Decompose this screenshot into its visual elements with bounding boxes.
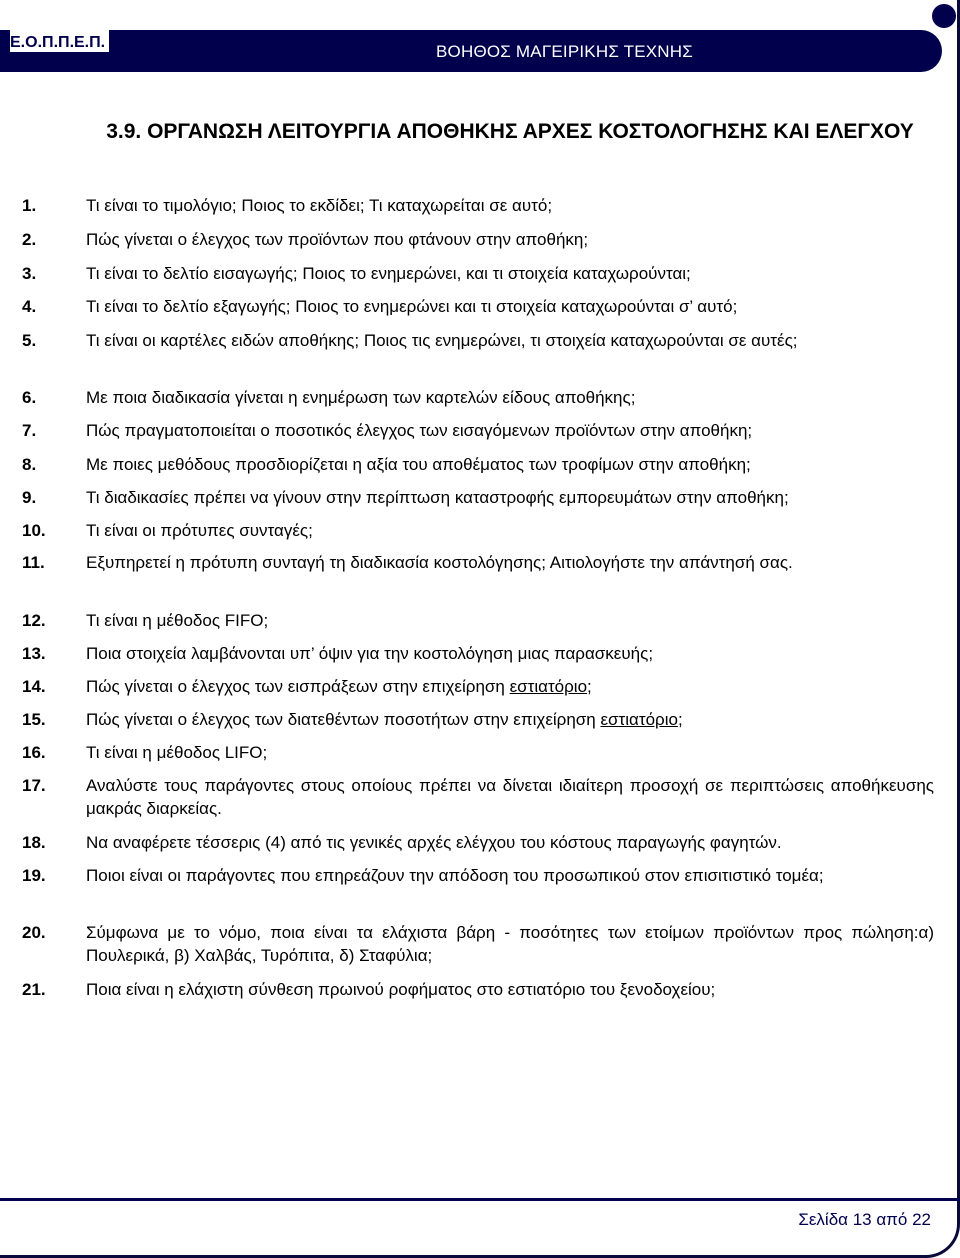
item-text: Τι είναι η μέθοδος LIFO; bbox=[86, 743, 268, 762]
item-text: Με ποια διαδικασία γίνεται η ενημέρωση των καρτελών είδους αποθήκης; bbox=[86, 388, 636, 407]
item-text: Σύμφωνα με το νόμο, ποια είναι τα ελάχιστα βάρη - ποσότητες των ετοίμων προϊόντων προς πώληση:α) Πουλερικά, β) Χαλβάς, Τυρόπιτα, δ) Σταφύλια; bbox=[86, 923, 934, 965]
item-number: 3. bbox=[22, 264, 37, 283]
item-text: Τι είναι οι πρότυπες συνταγές; bbox=[86, 521, 313, 540]
item-text: Τι είναι το δελτίο εισαγωγής; Ποιος το ενημερώνει, και τι στοιχεία καταχωρούνται; bbox=[86, 264, 691, 283]
item-number: 1. bbox=[22, 196, 37, 215]
item-text: Τι είναι το τιμολόγιο; Ποιος το εκδίδει; Τι καταχωρείται σε αυτό; bbox=[86, 196, 553, 215]
page-number: Σελίδα 13 από 22 bbox=[798, 1210, 931, 1229]
item-number: 18. bbox=[22, 833, 46, 852]
item-number: 19. bbox=[22, 866, 46, 885]
item-text: Τι είναι το δελτίο εξαγωγής; Ποιος το ενημερώνει και τι στοιχεία καταχωρούνται σ’ αυτό; bbox=[86, 297, 738, 316]
item-text: Με ποιες μεθόδους προσδιορίζεται η αξία του αποθέματος των τροφίμων στην αποθήκη; bbox=[86, 455, 751, 474]
item-text: Να αναφέρετε τέσσερις (4) από τις γενικές αρχές ελέγχου του κόστους παραγωγής φαγητών. bbox=[86, 833, 782, 852]
item-text: Ποια είναι η ελάχιστη σύνθεση πρωινού ροφήματος στο εστιατόριο του ξενοδοχείου; bbox=[86, 980, 716, 999]
item-text: Εξυπηρετεί η πρότυπη συνταγή τη διαδικασία κοστολόγησης; Αιτιολογήστε την απάντησή σας. bbox=[86, 553, 793, 572]
item-number: 8. bbox=[22, 455, 37, 474]
section-title: 3.9. ΟΡΓΑΝΩΣΗ ΛΕΙΤΟΥΡΓΙΑ ΑΠΟΘΗΚΗΣ ΑΡΧΕΣ ΚΟΣΤΟΛΟΓΗΣΗΣ ΚΑΙ ΕΛΕΓΧΟΥ bbox=[106, 120, 914, 143]
item-number: 16. bbox=[22, 743, 46, 762]
item-number: 12. bbox=[22, 611, 46, 630]
item-number: 15. bbox=[22, 710, 46, 729]
item-number: 9. bbox=[22, 488, 37, 507]
document-title: ΒΟΗΘΟΣ ΜΑΓΕΙΡΙΚΗΣ ΤΕΧΝΗΣ bbox=[436, 42, 693, 61]
item-number: 13. bbox=[22, 644, 46, 663]
item-number: 2. bbox=[22, 230, 37, 249]
item-text bbox=[86, 675, 934, 698]
item-text: Τι είναι οι καρτέλες ειδών αποθήκης; Ποιος τις ενημερώνει, τι στοιχεία καταχωρούνται σε αυτές; bbox=[86, 331, 798, 350]
underlined-term: εστιατόριο bbox=[600, 710, 678, 729]
underlined-term: εστιατόριο bbox=[509, 677, 588, 696]
item-text: Τι είναι η μέθοδος FIFO; bbox=[86, 611, 269, 630]
header-decoration bbox=[932, 4, 956, 28]
item-text: Τι διαδικασίες πρέπει να γίνουν στην περίπτωση καταστροφής εμπορευμάτων στην αποθήκη; bbox=[86, 488, 789, 507]
item-number: 5. bbox=[22, 331, 37, 350]
organization-name: Ε.Ο.Π.Π.Ε.Π. bbox=[10, 30, 109, 52]
footer-rule bbox=[0, 1198, 960, 1201]
item-number: 7. bbox=[22, 421, 37, 440]
item-text-start: Πώς γίνεται ο έλεγχος των διατεθέντων ποσοτήτων στην επιχείρηση bbox=[86, 710, 601, 729]
item-text: Ποια στοιχεία λαμβάνονται υπ’ όψιν για την κοστολόγηση μιας παρασκευής; bbox=[86, 644, 654, 663]
item-number: 11. bbox=[22, 553, 45, 572]
item-text-start: Πώς γίνεται ο έλεγχος των εισπράξεων στην επιχείρηση bbox=[86, 677, 510, 696]
item-number: 17. bbox=[22, 776, 46, 795]
item-text-end: ; bbox=[677, 710, 683, 729]
item-text bbox=[86, 708, 934, 731]
item-number: 6. bbox=[22, 388, 37, 407]
item-number: 10. bbox=[22, 521, 46, 540]
item-number: 21. bbox=[22, 980, 46, 999]
item-text: Ποιοι είναι οι παράγοντες που επηρεάζουν την απόδοση του προσωπικού στον επισιτιστικό τομέα; bbox=[86, 866, 824, 885]
item-text: Πώς πραγματοποιείται ο ποσοτικός έλεγχος των εισαγόμενων προϊόντων στην αποθήκη; bbox=[86, 421, 753, 440]
item-text: Πώς γίνεται ο έλεγχος των προϊόντων που φτάνουν στην αποθήκη; bbox=[86, 230, 589, 249]
item-number: 4. bbox=[22, 297, 37, 316]
item-text-end: ; bbox=[587, 677, 592, 696]
item-text: Αναλύστε τους παράγοντες στους οποίους πρέπει να δίνεται ιδιαίτερη προσοχή σε περιπτώσεις αποθήκευσης μακράς διαρκείας. bbox=[86, 776, 934, 818]
item-number: 14. bbox=[22, 677, 46, 696]
item-number: 20. bbox=[22, 923, 46, 942]
